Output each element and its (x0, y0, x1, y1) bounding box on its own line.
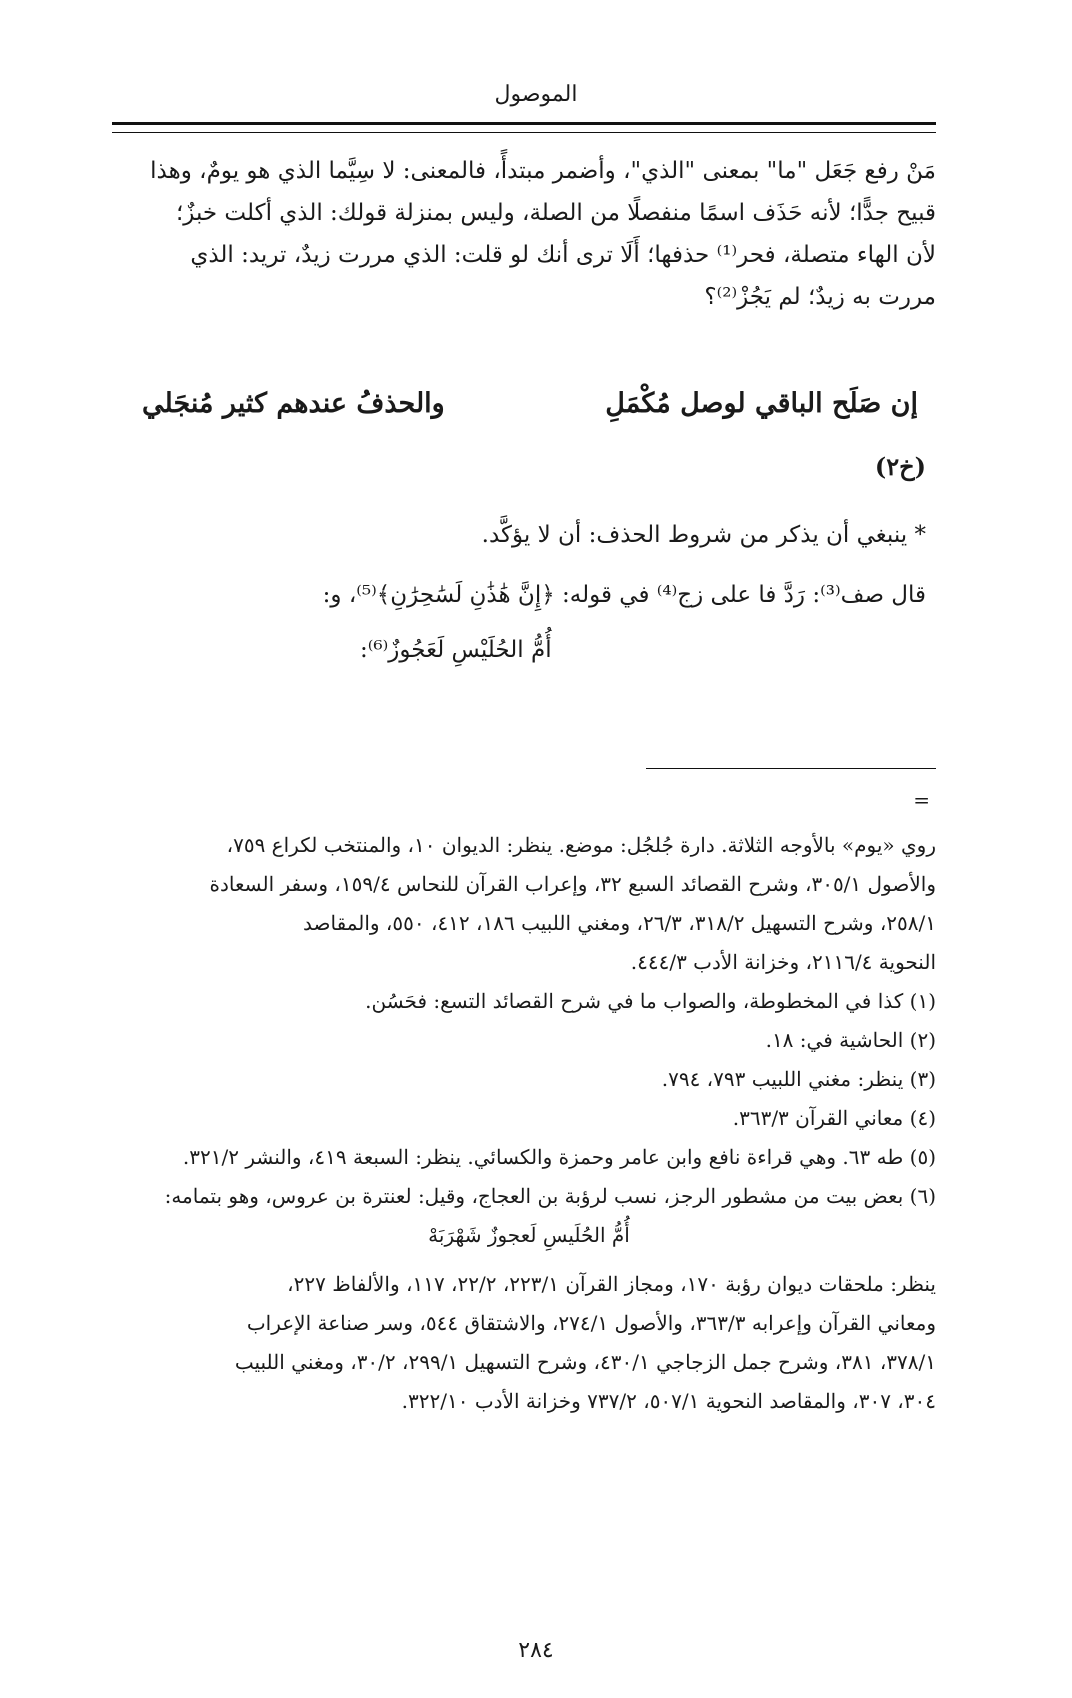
header-double-rule (112, 122, 936, 133)
footnote-3: (٣) ينظر: مغني اللبيب ٧٩٣، ٧٩٤. (661, 1067, 936, 1091)
footnote-continued-line: ٢٥٨/١، وشرح التسهيل ٣١٨/٢، ٢٦/٣، ومغني اللبيب ١٨٦، ٤١٢، ٥٥٠، والمقاصد (303, 911, 936, 935)
page-number: ٢٨٤ (518, 1638, 554, 1663)
commentary-verse: أُمُّ الحُلَيْسِ لَعَجُوزٌ⁽⁶⁾: (360, 637, 552, 663)
footnote-6-line: ٣٠٤، ٣٠٧، والمقاصد النحوية ٥٠٧/١، ٧٣٧/٢ وخزانة الأدب ٣٢٢/١٠. (401, 1389, 936, 1413)
footnote-5: (٥) طه ٦٣. وهي قراءة نافع وابن عامر وحمزة والكسائي. ينظر: السبعة ٤١٩، والنشر ٣٢١/٢. (182, 1145, 936, 1169)
commentary-line: قال صف⁽³⁾: رَدَّ فا على زج⁽⁴⁾ في قوله: ﴿إِنَّ هَٰذَٰنِ لَسَٰحِرَٰنِ﴾⁽⁵⁾، و: (322, 582, 926, 608)
footnote-separator (646, 768, 936, 769)
main-text-line: قبيح جدًّا؛ لأنه حَذَف اسمًا منفصلًا من الصلة، وليس بمنزلة قولك: الذي أكلت خبزٌ؛ (175, 200, 936, 226)
footnote-1: (١) كذا في المخطوطة، والصواب ما في شرح القصائد التسع: فحَسُن. (365, 989, 936, 1013)
footnotes (112, 826, 936, 1421)
poem-tag: (خ٢) (874, 452, 926, 481)
footnote-continued-line: والأصول ٣٠٥/١، وشرح القصائد السبع ٣٢، وإعراب القرآن للنحاس ١٥٩/٤، وسفر السعادة (209, 872, 936, 896)
footnote-4: (٤) معاني القرآن ٣٦٣/٣. (732, 1106, 936, 1130)
footnote-continued-line: روي «يوم» بالأوجه الثلاثة. دارة جُلجُل: موضع. ينظر: الديوان ١٠، والمنتخب لكراع ٧٥٩، (226, 833, 936, 857)
main-text-line: مَنْ رفع جَعَل "ما" بمعنى "الذي"، وأضمر مبتدأً، فالمعنى: لا سِيَّما الذي هو يومٌ، وهذا (150, 158, 936, 184)
footnote-6-line: ومعاني القرآن وإعرابه ٣٦٣/٣، والأصول ٢٧٤/١، والاشتقاق ٥٤٤، وسر صناعة الإعراب (246, 1311, 936, 1335)
poem-hemistich-first: إن صَلَح الباقي لوصل مُكْمَلِ (605, 388, 918, 419)
footnote-continuation-mark: = (913, 788, 930, 812)
main-text-line: لأن الهاء متصلة، فحر⁽¹⁾ حذفها؛ أَلَا ترى أنك لو قلت: الذي مررت زيدٌ، تريد: الذي (190, 242, 936, 268)
footnote-6-line: ٣٧٨/١، ٣٨١، وشرح جمل الزجاجي ٤٣٠/١، وشرح التسهيل ٢٩٩/١، ٣٠/٢، ومغني اللبيب (234, 1350, 936, 1374)
footnote-2: (٢) الحاشية في: ١٨. (765, 1028, 936, 1052)
footnote-6-verse: أُمُّ الحُلَيسِ لَعجوزٌ شَهْرَبَهْ (428, 1223, 630, 1247)
footnote-6: (٦) بعض بيت من مشطور الرجز، نسب لرؤبة بن العجاج، وقيل: لعنترة بن عروس، وهو بتمامه: (164, 1184, 936, 1208)
footnote-continued-line: النحوية ٢١١٦/٤، وخزانة الأدب ٤٤٤/٣. (630, 950, 936, 974)
poem-verse (112, 388, 936, 419)
main-text-line: مررت به زيدٌ؛ لم يَجُزْ⁽²⁾؟ (704, 284, 936, 310)
commentary-line: * ينبغي أن يذكر من شروط الحذف: أن لا يؤكَّد. (481, 522, 926, 548)
running-head: الموصول (494, 82, 578, 107)
poem-hemistich-second: والحذفُ عندهم كثير مُنجَلي (142, 388, 445, 419)
main-text (112, 150, 936, 318)
footnote-6-line: ينظر: ملحقات ديوان رؤبة ١٧٠، ومجاز القرآن ٢٢٣/١، ٢٢/٢، ١١٧، والألفاظ ٢٢٧، (287, 1272, 936, 1296)
